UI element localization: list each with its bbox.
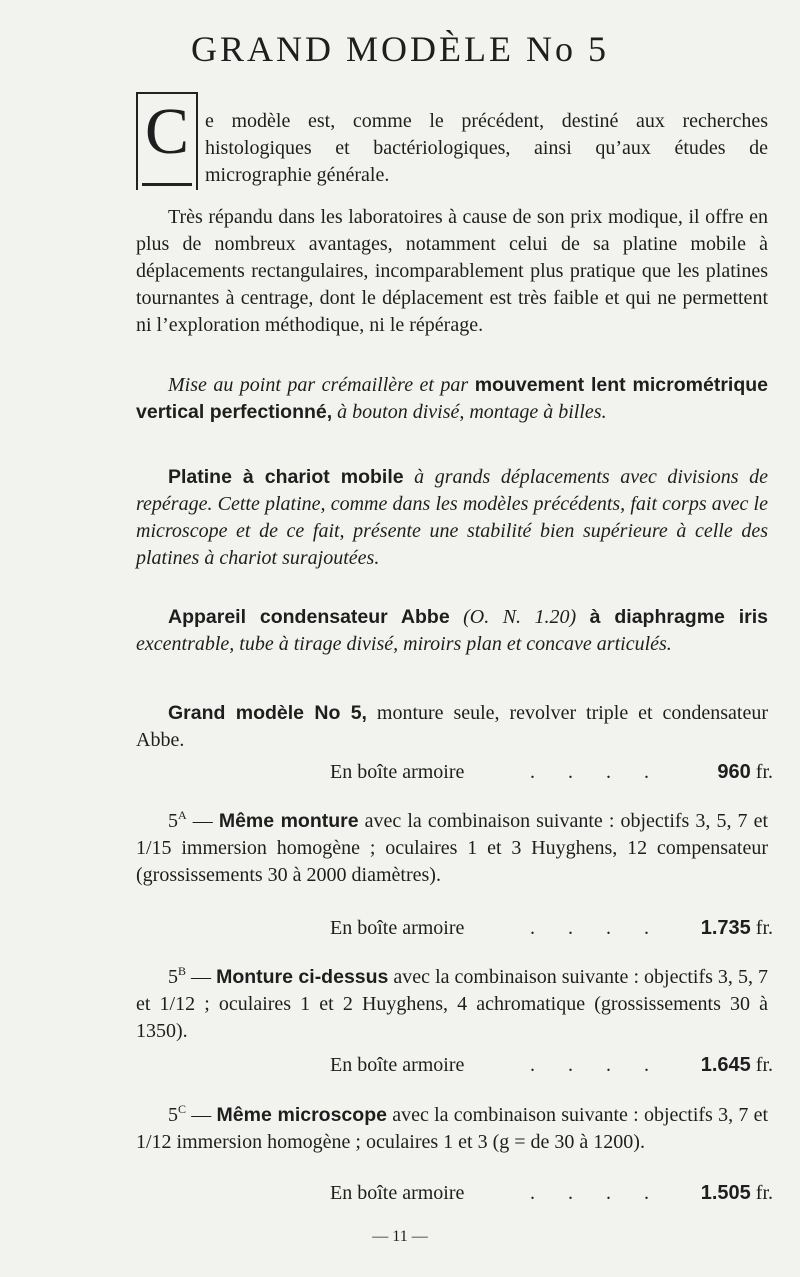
price-dots: . . . .: [530, 761, 663, 783]
model-base-name: Grand modèle No 5,: [168, 702, 367, 724]
page-number: — 11 —: [372, 1228, 428, 1245]
model-5c-sup: C: [178, 1102, 187, 1116]
model-5b-number: 5: [168, 966, 178, 988]
price-label: En boîte armoire: [330, 1054, 465, 1076]
model-5c-text: avec la combinaison suivante : objectifs 3, 7 et 1/12 immersion homogène ; oculaires 1 et 3 (g = de 30 à 1200).: [136, 1104, 769, 1153]
focus-bold: mouvement lent micrométrique vertical perfectionné,: [136, 374, 769, 423]
model-base-text: monture seule, revolver triple et condensateur Abbe.: [136, 702, 769, 751]
model-5b-text: avec la combinaison suivante : objectifs 3, 5, 7 et 1/12 ; oculaires 1 et 2 Huyghens, 4 achromatique (grossissements 30 à 1350).: [136, 966, 768, 1042]
model-5c-description: [136, 1096, 768, 1156]
model-5a-description: [136, 802, 768, 889]
stage-bold: Platine à chariot mobile: [168, 466, 404, 488]
model-5b-description: [136, 958, 768, 1045]
price-value: 1.505 fr.: [700, 1182, 773, 1204]
price-dots: . . . .: [530, 917, 663, 939]
model-5a-name: Même monture: [218, 810, 359, 832]
dropcap-frame: [136, 92, 198, 190]
model-5c-number: 5: [168, 1104, 178, 1126]
model-5a-text: avec la combinaison suivante : objectifs 3, 5, 7 et 1/15 immersion homogène ; oculaires 1 et 3 Huyghens, 12 compensateur (grossissements 30 à 2000 diamètres).: [136, 810, 769, 886]
price-row-5b: [330, 1051, 773, 1079]
price-label: En boîte armoire: [330, 761, 465, 783]
price-row-5c: [330, 1179, 773, 1207]
price-value: 960 fr.: [717, 761, 773, 783]
price-dots: . . . .: [530, 1182, 663, 1204]
condenser-bold: Appareil condensateur Abbe: [168, 606, 450, 628]
price-label: En boîte armoire: [330, 917, 465, 939]
paragraph-advantages: Très répandu dans les laboratoires à cause de son prix modique, il offre en plus de nombreux avantages, notamment celui de sa platine mobile à déplacements rectangulaires, incomparablement plus pratique que les platines tournantes à centrage, dont le déplacement est très faible et qui ne permettent ni l’exploration méthodique, ni le répérage.: [136, 206, 768, 336]
condenser-iris: à diaphragme iris: [589, 606, 769, 628]
paragraph-stage: [136, 464, 768, 572]
price-row-base: [330, 758, 773, 786]
model-5a-sup: A: [178, 808, 187, 822]
dropcap-underline: [142, 183, 192, 186]
model-5c-name: Même microscope: [216, 1104, 387, 1126]
model-base-description: [136, 700, 768, 754]
paragraph-condenser: [136, 604, 768, 658]
condenser-italic: excentrable, tube à tirage divisé, miroirs plan et concave articulés.: [136, 633, 672, 655]
model-5b-sup: B: [178, 964, 187, 978]
price-label: En boîte armoire: [330, 1182, 465, 1204]
paragraph-focus: [136, 372, 768, 426]
dropcap-letter: C: [144, 95, 190, 168]
model-5a-dash: —: [192, 810, 213, 832]
model-5b-dash: —: [191, 966, 212, 988]
page-title: GRAND MODÈLE No 5: [191, 29, 609, 69]
focus-italic: Mise au point par crémaillère et par: [168, 374, 469, 396]
condenser-aperture: (O. N. 1.20): [463, 606, 577, 628]
intro-paragraph: e modèle est, comme le précédent, destiné aux recherches histologiques et bactériologiques, ainsi qu’aux études de micrographie générale.: [205, 110, 768, 186]
price-dots: . . . .: [530, 1054, 663, 1076]
price-value: 1.645 fr.: [700, 1054, 773, 1076]
price-value: 1.735 fr.: [700, 917, 773, 939]
model-5b-name: Monture ci-dessus: [216, 966, 389, 988]
model-5c-dash: —: [191, 1104, 212, 1126]
focus-italic-end: à bouton divisé, montage à billes.: [337, 401, 607, 423]
price-row-5a: [330, 914, 773, 942]
stage-italic: à grands déplacements avec divisions de repérage. Cette platine, comme dans les modèles précédents, fait corps avec le microscope et de ce fait, présente une stabilité bien supérieure à celle des platines à chariot surajoutées.: [136, 466, 768, 569]
model-5a-number: 5: [168, 810, 178, 832]
